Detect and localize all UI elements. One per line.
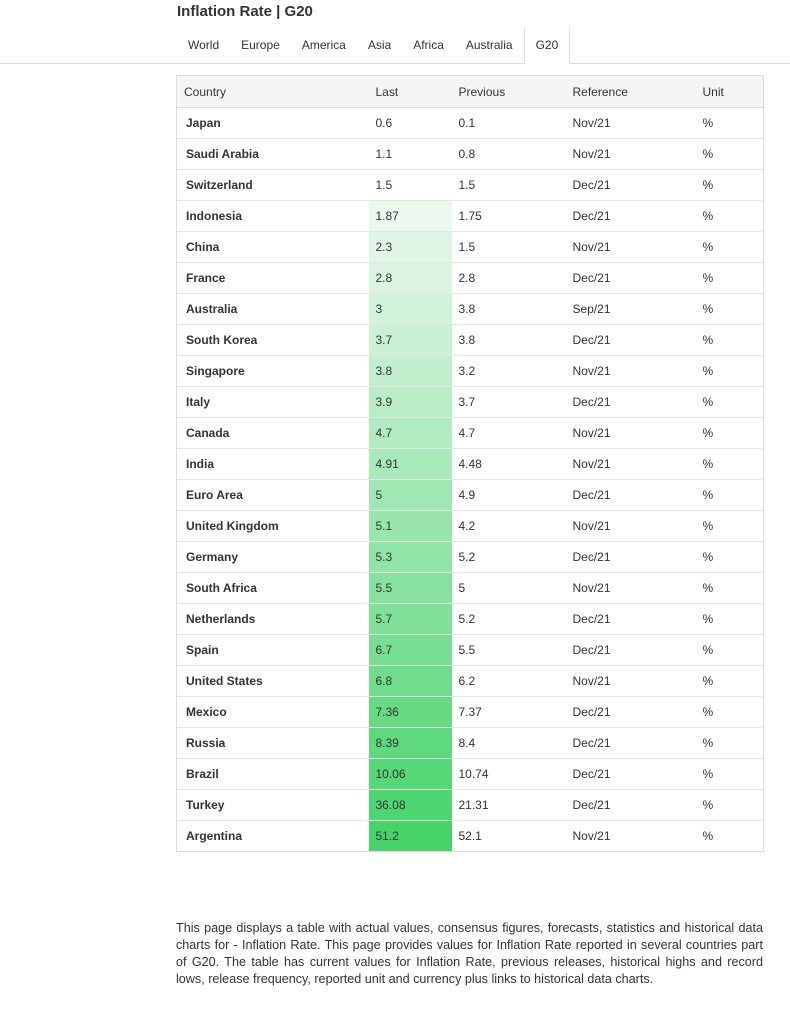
unit-cell: % <box>696 387 764 418</box>
previous-value-cell: 1.75 <box>452 201 566 232</box>
table-row <box>177 542 764 573</box>
table-row <box>177 480 764 511</box>
unit-cell: % <box>696 232 764 263</box>
last-value-cell: 5.1 <box>369 511 452 542</box>
country-link[interactable]: Japan <box>186 116 221 130</box>
last-value-cell: 0.6 <box>369 108 452 139</box>
previous-value-cell: 3.8 <box>452 325 566 356</box>
last-value-cell: 6.7 <box>369 635 452 666</box>
country-link[interactable]: China <box>186 240 220 254</box>
last-value-cell: 5 <box>369 480 452 511</box>
table-row <box>177 356 764 387</box>
unit-cell: % <box>696 542 764 573</box>
unit-cell: % <box>696 325 764 356</box>
table-row <box>177 232 764 263</box>
previous-value-cell: 7.37 <box>452 697 566 728</box>
unit-cell: % <box>696 356 764 387</box>
previous-value-cell: 5 <box>452 573 566 604</box>
previous-value-cell: 3.7 <box>452 387 566 418</box>
country-link[interactable]: France <box>186 271 226 285</box>
table-row <box>177 387 764 418</box>
table-row <box>177 635 764 666</box>
country-cell <box>177 356 369 387</box>
country-cell <box>177 573 369 604</box>
column-header-last[interactable]: Last <box>369 76 452 108</box>
tab-africa[interactable]: Africa <box>413 38 444 52</box>
unit-cell: % <box>696 263 764 294</box>
unit-cell: % <box>696 139 764 170</box>
last-value-cell: 3 <box>369 294 452 325</box>
table-row <box>177 449 764 480</box>
reference-cell: Dec/21 <box>566 480 696 511</box>
unit-cell: % <box>696 511 764 542</box>
last-value-cell: 4.7 <box>369 418 452 449</box>
reference-cell: Dec/21 <box>566 759 696 790</box>
table-row <box>177 325 764 356</box>
reference-cell: Nov/21 <box>566 108 696 139</box>
column-header-country[interactable]: Country <box>177 76 369 108</box>
reference-cell: Dec/21 <box>566 635 696 666</box>
previous-value-cell: 4.7 <box>452 418 566 449</box>
previous-value-cell: 52.1 <box>452 821 566 852</box>
previous-value-cell: 0.1 <box>452 108 566 139</box>
table-row <box>177 139 764 170</box>
reference-cell: Nov/21 <box>566 573 696 604</box>
reference-cell: Nov/21 <box>566 449 696 480</box>
reference-cell: Dec/21 <box>566 387 696 418</box>
column-header-unit[interactable]: Unit <box>696 76 764 108</box>
last-value-cell: 7.36 <box>369 697 452 728</box>
country-link[interactable]: Singapore <box>186 364 245 378</box>
country-link[interactable]: Euro Area <box>186 488 243 502</box>
unit-cell: % <box>696 480 764 511</box>
previous-value-cell: 6.2 <box>452 666 566 697</box>
country-cell <box>177 325 369 356</box>
country-cell <box>177 201 369 232</box>
unit-cell: % <box>696 170 764 201</box>
country-cell <box>177 511 369 542</box>
table-row <box>177 790 764 821</box>
tab-world[interactable]: World <box>188 38 220 52</box>
unit-cell: % <box>696 666 764 697</box>
previous-value-cell: 1.5 <box>452 170 566 201</box>
previous-value-cell: 4.48 <box>452 449 566 480</box>
table-row <box>177 573 764 604</box>
last-value-cell: 51.2 <box>369 821 452 852</box>
country-link[interactable]: Indonesia <box>186 209 243 223</box>
last-value-cell: 1.87 <box>369 201 452 232</box>
country-cell <box>177 108 369 139</box>
last-value-cell: 1.1 <box>369 139 452 170</box>
reference-cell: Nov/21 <box>566 232 696 263</box>
last-value-cell: 6.8 <box>369 666 452 697</box>
region-tabbar <box>0 28 790 64</box>
country-cell <box>177 759 369 790</box>
tab-asia[interactable]: Asia <box>367 38 392 52</box>
unit-cell: % <box>696 604 764 635</box>
country-link[interactable]: Saudi Arabia <box>186 147 259 161</box>
reference-cell: Nov/21 <box>566 139 696 170</box>
last-value-cell: 10.06 <box>369 759 452 790</box>
region-tabs <box>177 28 570 63</box>
reference-cell: Dec/21 <box>566 201 696 232</box>
last-value-cell: 3.7 <box>369 325 452 356</box>
country-cell <box>177 635 369 666</box>
table-row <box>177 728 764 759</box>
country-cell <box>177 139 369 170</box>
table-row <box>177 697 764 728</box>
last-value-cell: 8.39 <box>369 728 452 759</box>
tab-g20[interactable]: G20 <box>524 28 571 64</box>
previous-value-cell: 4.2 <box>452 511 566 542</box>
table-row <box>177 666 764 697</box>
unit-cell: % <box>696 573 764 604</box>
unit-cell: % <box>696 728 764 759</box>
country-link[interactable]: Brazil <box>186 767 219 781</box>
unit-cell: % <box>696 635 764 666</box>
previous-value-cell: 8.4 <box>452 728 566 759</box>
country-cell <box>177 821 369 852</box>
last-value-cell: 5.3 <box>369 542 452 573</box>
table-row <box>177 821 764 852</box>
table-body <box>177 108 764 852</box>
previous-value-cell: 0.8 <box>452 139 566 170</box>
previous-value-cell: 2.8 <box>452 263 566 294</box>
reference-cell: Dec/21 <box>566 263 696 294</box>
country-cell <box>177 604 369 635</box>
country-cell <box>177 449 369 480</box>
previous-value-cell: 10.74 <box>452 759 566 790</box>
country-cell <box>177 666 369 697</box>
previous-value-cell: 1.5 <box>452 232 566 263</box>
country-cell <box>177 697 369 728</box>
unit-cell: % <box>696 821 764 852</box>
last-value-cell: 3.9 <box>369 387 452 418</box>
previous-value-cell: 5.5 <box>452 635 566 666</box>
column-header-reference[interactable]: Reference <box>566 76 696 108</box>
reference-cell: Dec/21 <box>566 604 696 635</box>
column-header-previous[interactable]: Previous <box>452 76 566 108</box>
tab-america[interactable]: America <box>301 38 346 52</box>
table-row <box>177 108 764 139</box>
last-value-cell: 1.5 <box>369 170 452 201</box>
last-value-cell: 2.3 <box>369 232 452 263</box>
country-cell <box>177 480 369 511</box>
country-link[interactable]: Australia <box>186 302 238 316</box>
previous-value-cell: 3.8 <box>452 294 566 325</box>
previous-value-cell: 21.31 <box>452 790 566 821</box>
country-cell <box>177 294 369 325</box>
previous-value-cell: 5.2 <box>452 542 566 573</box>
unit-cell: % <box>696 449 764 480</box>
reference-cell: Nov/21 <box>566 356 696 387</box>
last-value-cell: 36.08 <box>369 790 452 821</box>
unit-cell: % <box>696 697 764 728</box>
page-header <box>0 0 790 29</box>
table-row <box>177 511 764 542</box>
country-link[interactable]: Italy <box>186 395 211 409</box>
last-value-cell: 3.8 <box>369 356 452 387</box>
table-row <box>177 170 764 201</box>
country-cell <box>177 263 369 294</box>
unit-cell: % <box>696 759 764 790</box>
last-value-cell: 2.8 <box>369 263 452 294</box>
country-link[interactable]: Russia <box>186 736 226 750</box>
unit-cell: % <box>696 108 764 139</box>
tab-europe[interactable]: Europe <box>241 38 280 52</box>
table-row <box>177 201 764 232</box>
reference-cell: Dec/21 <box>566 542 696 573</box>
table-header-row <box>177 76 764 108</box>
last-value-cell: 4.91 <box>369 449 452 480</box>
country-link[interactable]: Netherlands <box>186 612 256 626</box>
tab-australia[interactable]: Australia <box>465 38 513 52</box>
country-link[interactable]: Switzerland <box>186 178 253 192</box>
reference-cell: Nov/21 <box>566 418 696 449</box>
country-cell <box>177 387 369 418</box>
reference-cell: Dec/21 <box>566 697 696 728</box>
reference-cell: Nov/21 <box>566 821 696 852</box>
country-link[interactable]: South Korea <box>186 333 258 347</box>
reference-cell: Dec/21 <box>566 728 696 759</box>
previous-value-cell: 3.2 <box>452 356 566 387</box>
country-cell <box>177 232 369 263</box>
country-link[interactable]: Turkey <box>186 798 225 812</box>
table-row <box>177 263 764 294</box>
reference-cell: Nov/21 <box>566 666 696 697</box>
reference-cell: Dec/21 <box>566 170 696 201</box>
country-link[interactable]: Mexico <box>186 705 227 719</box>
page-title: Inflation Rate | G20 <box>177 3 313 20</box>
table-row <box>177 759 764 790</box>
reference-cell: Nov/21 <box>566 511 696 542</box>
table-row <box>177 294 764 325</box>
reference-cell: Sep/21 <box>566 294 696 325</box>
country-cell <box>177 170 369 201</box>
inflation-table <box>176 75 764 852</box>
reference-cell: Dec/21 <box>566 790 696 821</box>
country-link[interactable]: United States <box>186 674 263 688</box>
unit-cell: % <box>696 790 764 821</box>
country-cell <box>177 542 369 573</box>
table-row <box>177 604 764 635</box>
unit-cell: % <box>696 201 764 232</box>
country-link[interactable]: Germany <box>186 550 239 564</box>
unit-cell: % <box>696 418 764 449</box>
country-link[interactable]: Argentina <box>186 829 243 843</box>
table-row <box>177 418 764 449</box>
previous-value-cell: 5.2 <box>452 604 566 635</box>
previous-value-cell: 4.9 <box>452 480 566 511</box>
country-cell <box>177 790 369 821</box>
country-link[interactable]: India <box>186 457 215 471</box>
unit-cell: % <box>696 294 764 325</box>
page-description: This page displays a table with actual values, consensus figures, forecasts, statistics and historical data charts for - Inflation Rate. This page provides values for Inflation Rate reported in several countries part of G20. The table has current values for Inflation Rate, previous releases, historical highs and record lows, release frequency, reported unit and currency plus links to historical data charts. <box>176 920 763 986</box>
country-link[interactable]: Canada <box>186 426 230 440</box>
country-link[interactable]: Spain <box>186 643 219 657</box>
last-value-cell: 5.7 <box>369 604 452 635</box>
reference-cell: Dec/21 <box>566 325 696 356</box>
country-cell <box>177 728 369 759</box>
country-link[interactable]: United Kingdom <box>186 519 279 533</box>
last-value-cell: 5.5 <box>369 573 452 604</box>
country-cell <box>177 418 369 449</box>
country-link[interactable]: South Africa <box>186 581 257 595</box>
